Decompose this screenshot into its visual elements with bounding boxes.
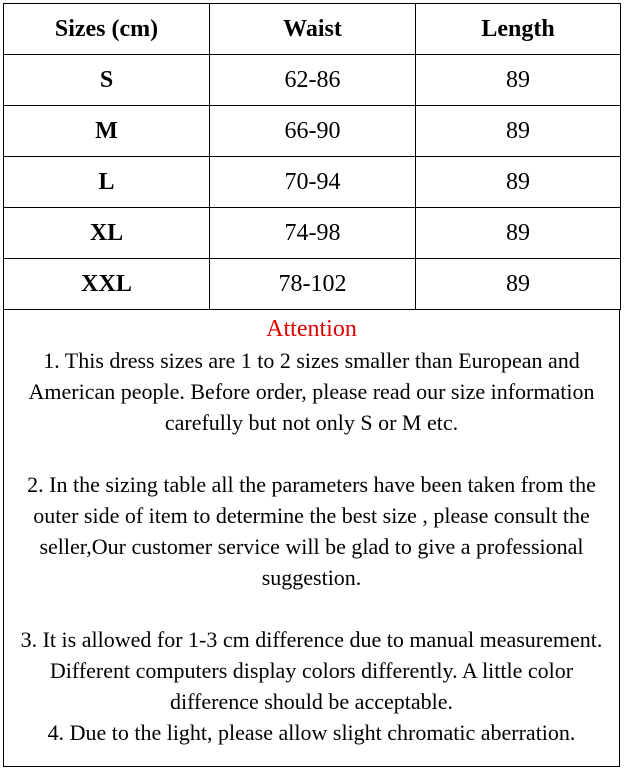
- attention-note-2: 2. In the sizing table all the parameters have been taken from the outer side of item to determine the best size , please consult the seller,Our customer service will be glad to give a professional suggestion.: [27, 472, 596, 590]
- table-header-row: [4, 4, 621, 55]
- table-row: [4, 208, 621, 259]
- size-chart-table: [3, 3, 621, 310]
- header-length: Length: [416, 4, 621, 55]
- attention-note-3: 3. It is allowed for 1-3 cm difference due to manual measurement. Different computers display colors differently. A little color difference should be acceptable.: [20, 627, 603, 714]
- length-cell: 89: [416, 106, 621, 157]
- waist-cell: 74-98: [210, 208, 416, 259]
- waist-cell: 62-86: [210, 55, 416, 106]
- waist-cell: 70-94: [210, 157, 416, 208]
- size-cell: S: [4, 55, 210, 106]
- length-cell: 89: [416, 157, 621, 208]
- waist-cell: 78-102: [210, 259, 416, 310]
- attention-note-4: 4. Due to the light, please allow slight chromatic aberration.: [47, 720, 576, 745]
- header-waist: Waist: [210, 4, 416, 55]
- header-sizes: Sizes (cm): [4, 4, 210, 55]
- size-cell: L: [4, 157, 210, 208]
- table-row: [4, 259, 621, 310]
- attention-title: Attention: [266, 316, 357, 342]
- table-row: [4, 157, 621, 208]
- table-row: [4, 55, 621, 106]
- length-cell: 89: [416, 55, 621, 106]
- table-row: [4, 106, 621, 157]
- size-cell: XXL: [4, 259, 210, 310]
- waist-cell: 66-90: [210, 106, 416, 157]
- length-cell: 89: [416, 259, 621, 310]
- length-cell: 89: [416, 208, 621, 259]
- attention-box: [3, 310, 620, 767]
- attention-note-1: 1. This dress sizes are 1 to 2 sizes smaller than European and American people. Before order, please read our size information carefully but not only S or M etc.: [28, 348, 595, 435]
- size-cell: XL: [4, 208, 210, 259]
- size-cell: M: [4, 106, 210, 157]
